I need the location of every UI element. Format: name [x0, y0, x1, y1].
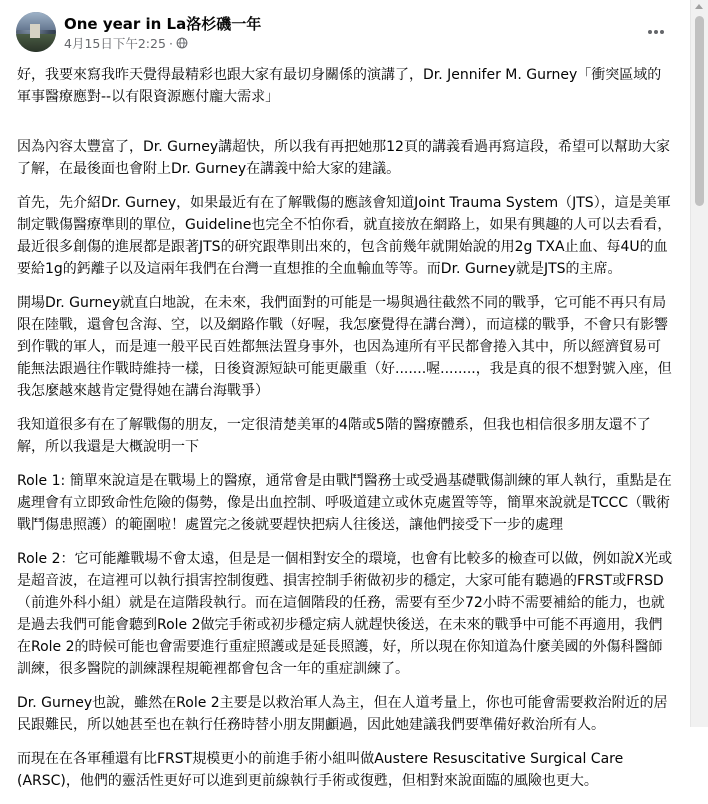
- post-paragraph: 而現在在各軍種還有比FRST規模更小的前進手術小組叫做Austere Resuscitative Surgical Care (ARSC)，他們的靈活性更好可以進到更前線執行手術或復甦，但相對來說面臨的風險也更大。: [17, 751, 624, 789]
- avatar[interactable]: [16, 12, 56, 52]
- vertical-scrollbar[interactable]: [690, 0, 708, 727]
- post-meta: [64, 34, 188, 52]
- post-paragraph: Role 2：它可能離戰場不會太遠，但是是一個相對安全的環境，也會有比較多的檢查可以做，例如說X光或是超音波，在這裡可以執行損害控制復甦、損害控制手術做初步的穩定，大家可能有聽過的FRST或FRSD（前進外科小組）就是在這階段執行。而在這個階段的任務，需要有至少72小時不需要補給的能力，也就是過去我們可能會聽到Role 2做完手術或初步穩定病人就趕快後送，在未來的戰爭中可能不再適用，我們在Role 2的時候可能也會需要進行重症照護或是延長照護，好，所以現在你知道為什麼美國的外傷科醫師訓練，很多醫院的訓練課程規範裡都會包含一年的重症訓練了。: [17, 551, 673, 677]
- scroll-up-arrow-icon[interactable]: [695, 4, 703, 9]
- post-paragraph: 首先，先介紹Dr. Gurney，如果最近有在了解戰傷的應該會知道Joint Trauma System（JTS），這是美軍制定戰傷醫療準則的單位，Guideline也完全不怕你看，就直接放在網路上，如果有興趣的人可以去看看，最近很多創傷的進展都是跟著JTS的研究跟準則出來的，包含前幾年就開始說的用2g TXA止血、每4U的血要給1g的鈣離子以及這兩年我們在台灣一直想推的全血輸血等等。而Dr. Gurney就是JTS的主席。: [17, 195, 672, 277]
- scrollbar-thumb[interactable]: [695, 16, 704, 206]
- post-timestamp[interactable]: 4月15日下午2:25: [64, 36, 166, 51]
- post-paragraph: Role 1: 簡單來說這是在戰場上的醫療，通常會是由戰鬥醫務士或受過基礎戰傷訓練的軍人執行，重點是在處理會有立即致命性危險的傷勢，像是出血控制、呼吸道建立或休克處置等等，簡單來說就是TCCC（戰術戰鬥傷患照護）的範圍啦！處置完之後就要趕快把病人往後送，讓他們接受下一步的處理: [17, 473, 672, 533]
- post-body: [17, 64, 673, 804]
- more-options-icon: [646, 22, 666, 42]
- post-paragraph: 因為內容太豐富了，Dr. Gurney講超快，所以我有再把她那12頁的講義看過再寫這段，希望可以幫助大家了解，在最後面也會附上Dr. Gurney在講義中給大家的建議。: [17, 139, 670, 177]
- more-options-button[interactable]: [642, 18, 670, 46]
- page-name-link[interactable]: One year in La洛杉磯一年: [64, 15, 262, 33]
- post-paragraph: 好，我要來寫我昨天覺得最精彩也跟大家有最切身關係的演講了，Dr. Jennifer M. Gurney「衝突區域的軍事醫療應對--以有限資源應付龐大需求」: [17, 67, 662, 105]
- meta-separator: ·: [168, 35, 173, 51]
- post-paragraph: 開場Dr. Gurney就直白地說，在未來，我們面對的可能是一場與過往截然不同的戰爭，它可能不再只有局限在陸戰，還會包含海、空，以及網路作戰（好喔，我怎麼覺得在講台灣），而這樣的戰爭，不會只有影響到作戰的軍人，而是連一般平民百姓都無法置身事外，也因為連所有平民都會捲入其中，所以經濟貿易可能無法跟過往作戰時維持一樣，日後資源短缺可能更嚴重（好.......喔........，我是真的很不想對號入座，但我怎麼越來越肯定覺得她在講台海戰爭）: [17, 295, 672, 399]
- post-paragraph: 我知道很多有在了解戰傷的朋友，一定很清楚美軍的4階或5階的醫療體系，但我也相信很多朋友還不了解，所以我還是大概說明一下: [17, 417, 651, 455]
- post-header: [16, 12, 676, 54]
- post-paragraph: Dr. Gurney也說，雖然在Role 2主要是以救治軍人為主，但在人道考量上，你也可能會需要救治附近的居民跟難民，所以她甚至也在執行任務時替小朋友開顱過，因此她建議我們要準備好救治所有人。: [17, 695, 668, 733]
- globe-icon: [176, 37, 188, 49]
